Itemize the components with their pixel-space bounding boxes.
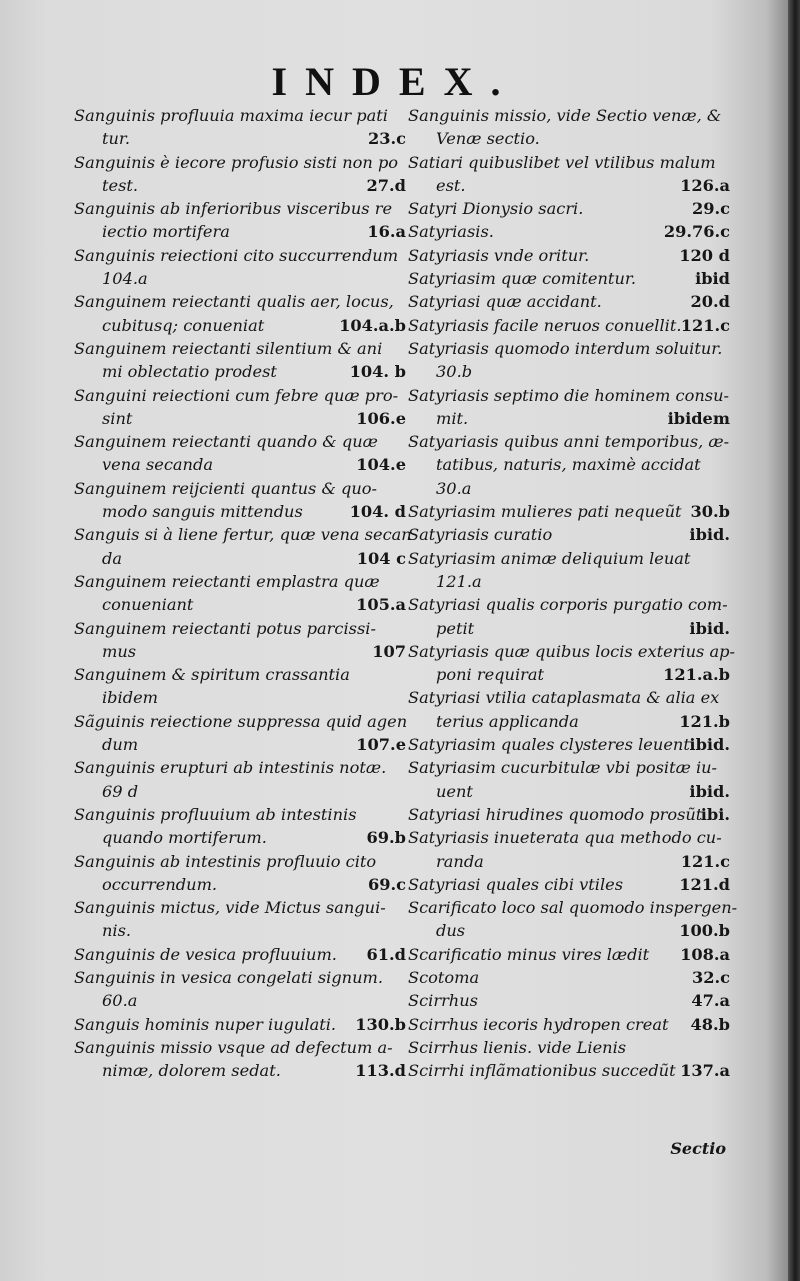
index-entry: [408, 267, 730, 290]
entry-line: [408, 337, 730, 360]
entry-text: mit.: [436, 408, 469, 428]
page-reference: 20.d: [690, 292, 730, 312]
entry-text: nimæ, dolorem sedat.: [102, 1061, 281, 1081]
entry-text: Sanguinem & spiritum crassantia: [74, 665, 350, 685]
page-edge: [788, 0, 800, 1281]
page-reference: 106.e: [356, 408, 406, 428]
entry-text: Sanguinis in vesica congelati signum.: [74, 967, 384, 987]
entry-line: [408, 197, 730, 220]
entry-text: Satyriasis facile neruos conuellit.: [408, 315, 682, 335]
entry-text: vena secanda: [102, 455, 213, 475]
entry-text: modo sanguis mittendus: [102, 502, 303, 522]
entry-line: [74, 780, 406, 803]
entry-text: 121.a: [436, 571, 482, 591]
index-entry: [74, 523, 412, 570]
entry-text: Scirrhi inflãmationibus succedũt: [408, 1061, 676, 1081]
index-entry: [74, 384, 406, 431]
entry-line: [408, 826, 730, 849]
page-reference: 29.c: [691, 199, 730, 219]
entry-line: [408, 780, 730, 803]
entry-line: [74, 943, 406, 966]
index-entry: [408, 873, 730, 896]
page-reference: 30.b: [690, 502, 730, 522]
entry-line: [408, 127, 730, 150]
catchword: Sectio: [670, 1139, 726, 1158]
entry-text: Satyriasis inueterata qua methodo cu-: [408, 828, 722, 848]
page-reference: 104.a.b: [339, 315, 406, 335]
entry-text: Sanguinem reiectanti quando & quæ: [74, 432, 378, 452]
entry-line: [74, 151, 406, 174]
entry-text: Scirrhus lienis. vide Lienis: [408, 1037, 627, 1057]
page-reference: 113.d: [355, 1061, 406, 1081]
page-reference: 108.a: [680, 944, 730, 964]
entry-line: [74, 267, 406, 290]
index-entry: [74, 896, 406, 943]
index-entry: [408, 1013, 730, 1036]
page-reference: 105.a: [356, 595, 406, 615]
entry-line: [408, 500, 730, 523]
entry-line: [74, 174, 406, 197]
entry-text: Sãguinis reiectione suppressa quid agen: [74, 711, 408, 731]
index-entry: [408, 104, 730, 151]
index-entry: [408, 337, 730, 384]
entry-text: nis.: [102, 921, 132, 941]
entry-text: Scotoma: [408, 967, 480, 987]
entry-line: [74, 337, 406, 360]
index-entry: [74, 710, 406, 757]
entry-line: [408, 733, 730, 756]
index-entry: [408, 756, 730, 803]
entry-text: mi oblectatio prodest: [102, 362, 277, 382]
entry-text: est.: [436, 175, 466, 195]
entry-text: Sanguinem reiectanti potus parcissi-: [74, 618, 376, 638]
entry-text: 104.a: [102, 269, 148, 289]
entry-line: [74, 803, 406, 826]
entry-line: [74, 360, 406, 383]
entry-text: dum: [102, 735, 139, 755]
entry-line: [408, 547, 730, 570]
entry-line: [408, 220, 730, 243]
page-reference: ibidem: [667, 408, 730, 428]
entry-line: [74, 919, 406, 942]
index-column-left: [74, 104, 412, 1082]
index-entry: [74, 430, 406, 477]
entry-line: [74, 570, 406, 593]
entry-text: Scarificatio minus vires lædit: [408, 944, 650, 964]
index-entry: [408, 290, 730, 313]
entry-text: Scarificato loco sal quomodo inspergen-: [408, 898, 738, 918]
entry-line: [74, 104, 406, 127]
entry-text: Satyriasim animæ deliquium leuat: [408, 548, 691, 568]
index-entry: [74, 244, 406, 291]
page-reference: 69.b: [366, 828, 406, 848]
entry-text: Scirrhus iecoris hydropen creat: [408, 1014, 669, 1034]
page-reference: 104 c: [356, 548, 406, 568]
page-reference: 16.a: [367, 222, 406, 242]
entry-text: da: [102, 548, 123, 568]
entry-line: [74, 850, 406, 873]
entry-text: randa: [436, 851, 484, 871]
index-entry: [408, 593, 730, 640]
entry-text: Venæ sectio.: [436, 129, 540, 149]
page-reference: 29.76.c: [663, 222, 730, 242]
entry-line: [74, 896, 406, 919]
index-entry: [408, 686, 730, 733]
index-entry: [74, 966, 406, 1013]
entry-text: cubitusq; conueniat: [102, 315, 265, 335]
page-title: INDEX.: [271, 59, 519, 104]
index-entry: [408, 244, 730, 267]
entry-line: [408, 710, 730, 733]
page-reference: 121.c: [680, 315, 730, 335]
page-reference: 130.b: [355, 1014, 406, 1034]
entry-text: quando mortiferum.: [102, 828, 267, 848]
page-reference: 121.a.b: [663, 665, 730, 685]
page-reference: ibid: [695, 269, 730, 289]
index-entry: [408, 826, 730, 873]
entry-text: Sanguinis è iecore profusio sisti non po: [74, 152, 399, 172]
entry-text: Satyriasi quæ accidant.: [408, 292, 602, 312]
entry-text: Satyriasis quæ quibus locis exterius ap-: [408, 641, 735, 661]
entry-text: Satyriasis quomodo interdum soluitur.: [408, 338, 723, 358]
entry-text: Satyriasis vnde oritur.: [408, 245, 590, 265]
index-entry: [408, 314, 730, 337]
entry-line: [74, 756, 406, 779]
page-reference: 104.e: [356, 455, 406, 475]
index-entry: [74, 290, 406, 337]
page-reference: 120 d: [679, 245, 730, 265]
entry-text: mus: [102, 641, 137, 661]
entry-line: [408, 360, 730, 383]
index-entry: [408, 966, 730, 989]
entry-text: tatibus, naturis, maximè accidat: [436, 455, 701, 475]
entry-line: [408, 873, 730, 896]
entry-line: [408, 756, 730, 779]
index-entry: [408, 989, 730, 1012]
entry-line: [408, 104, 730, 127]
entry-line: [74, 384, 406, 407]
entry-line: [408, 1059, 730, 1082]
entry-line: [408, 244, 730, 267]
index-entry: [74, 663, 406, 710]
page-reference: 121.c: [680, 851, 730, 871]
entry-text: Sanguinem reijcienti quantus & quo-: [74, 478, 378, 498]
entry-text: 30.a: [436, 478, 472, 498]
entry-line: [408, 453, 730, 476]
entry-line: [74, 290, 406, 313]
entry-text: poni requirat: [436, 665, 545, 685]
entry-text: Sanguinis ab intestinis profluuio cito: [74, 851, 377, 871]
entry-line: [74, 873, 406, 896]
index-entry: [408, 640, 735, 687]
index-entry: [74, 337, 406, 384]
index-entry: [74, 477, 406, 524]
entry-text: Satyriasim quæ comitentur.: [408, 269, 636, 289]
entry-text: Satyriasim quales clysteres leuent: [408, 735, 690, 755]
entry-text: Sanguinem reiectanti silentium & ani: [74, 338, 383, 358]
entry-text: Satyriasi qualis corporis purgatio com-: [408, 595, 728, 615]
entry-text: Satyri Dionysio sacri.: [408, 199, 584, 219]
entry-line: [408, 966, 730, 989]
entry-line: [408, 384, 730, 407]
entry-line: [408, 174, 730, 197]
page-reference: 126.a: [680, 175, 730, 195]
page-reference: 47.a: [691, 991, 730, 1011]
page-reference: ibid.: [689, 735, 730, 755]
entry-line: [408, 407, 730, 430]
page-reference: ibid.: [689, 618, 730, 638]
entry-line: [74, 453, 406, 476]
index-entry: [408, 733, 730, 756]
entry-text: Sanguinis mictus, vide Mictus sangui-: [74, 898, 386, 918]
page-reference: 104. b: [349, 362, 406, 382]
entry-line: [408, 803, 730, 826]
entry-line: [74, 407, 406, 430]
index-entry: [74, 850, 406, 897]
entry-text: Scirrhus: [408, 991, 478, 1011]
index-entry: [74, 943, 406, 966]
entry-text: Sanguinem reiectanti qualis aer, locus,: [74, 292, 394, 312]
entry-text: Sanguinis ab inferioribus visceribus re: [74, 199, 393, 219]
entry-line: [408, 663, 730, 686]
entry-line: [408, 640, 735, 663]
index-entry: [408, 384, 730, 431]
page-reference: 61.d: [366, 944, 406, 964]
entry-line: [408, 267, 730, 290]
entry-line: [74, 127, 406, 150]
entry-line: [74, 663, 406, 686]
entry-text: Sanguinis missio vsque ad defectum a-: [74, 1037, 393, 1057]
index-entry: [408, 1059, 730, 1082]
entry-text: test.: [102, 175, 139, 195]
entry-line: [74, 220, 406, 243]
entry-text: Satyriasis septimo die hominem consu-: [408, 385, 729, 405]
index-entry: [408, 523, 730, 546]
entry-line: [408, 593, 730, 616]
index-entry: [408, 430, 730, 500]
entry-line: [74, 989, 406, 1012]
index-column-right: [408, 104, 738, 1082]
page-reference: ibi.: [700, 804, 730, 824]
index-entry: [408, 803, 730, 826]
entry-line: [408, 850, 730, 873]
entry-text: sint: [102, 408, 133, 428]
entry-line: [74, 477, 406, 500]
entry-text: Satyriasi quales cibi vtiles: [408, 874, 624, 894]
page-reference: 32.c: [691, 967, 730, 987]
entry-text: Satiari quibuslibet vel vtilibus malum: [408, 152, 716, 172]
entry-line: [408, 617, 730, 640]
entry-line: [74, 593, 406, 616]
entry-text: Sanguinis reiectioni cito succurrendum: [74, 245, 399, 265]
entry-text: Sanguinis missio, vide Sectio venæ, &: [408, 106, 722, 125]
page-reference: 48.b: [690, 1014, 730, 1034]
entry-text: Satyriasim mulieres pati nequeũt: [408, 502, 682, 522]
entry-line: [408, 1013, 730, 1036]
entry-text: Sanguinis profluuium ab intestinis: [74, 804, 357, 824]
entry-line: [408, 314, 730, 337]
entry-text: Satyriasi vtilia cataplasmata & alia ex: [408, 688, 720, 708]
entry-line: [74, 733, 406, 756]
entry-line: [408, 686, 730, 709]
page-reference: 107: [372, 641, 406, 661]
index-entry: [408, 197, 730, 220]
entry-text: Satyriasis.: [408, 222, 494, 242]
entry-line: [408, 477, 730, 500]
entry-line: [408, 570, 730, 593]
index-entry: [74, 1013, 406, 1036]
entry-text: Sanguinis de vesica profluuium.: [74, 944, 337, 964]
entry-line: [74, 617, 406, 640]
entry-text: terius applicanda: [436, 711, 579, 731]
entry-line: [74, 1036, 406, 1059]
entry-text: 69 d: [102, 781, 139, 801]
entry-line: [74, 826, 406, 849]
entry-text: occurrendum.: [102, 874, 218, 894]
index-entry: [408, 1036, 730, 1059]
index-entry: [74, 1036, 406, 1083]
page-reference: 121.d: [679, 874, 730, 894]
entry-line: [74, 966, 406, 989]
entry-text: ibidem: [102, 688, 159, 708]
entry-line: [408, 523, 730, 546]
entry-line: [74, 710, 406, 733]
page-reference: ibid.: [689, 781, 730, 801]
index-entry: [408, 896, 738, 943]
page-reference: 104. d: [349, 502, 406, 522]
entry-text: Satyariasis quibus anni temporibus, æ-: [408, 432, 730, 452]
entry-line: [74, 197, 406, 220]
page-reference: 23.c: [367, 129, 406, 149]
entry-text: 30.b: [436, 362, 473, 382]
entry-text: Sanguis si à liene fertur, quæ vena secan: [74, 525, 412, 545]
entry-text: dus: [436, 921, 466, 941]
index-entry: [74, 756, 406, 803]
index-entry: [408, 220, 730, 243]
entry-line: [408, 989, 730, 1012]
page-reference: 121.b: [679, 711, 730, 731]
entry-line: [408, 896, 738, 919]
entry-line: [74, 640, 406, 663]
entry-line: [408, 430, 730, 453]
entry-line: [408, 943, 730, 966]
entry-line: [408, 1036, 730, 1059]
index-entry: [408, 943, 730, 966]
page-reference: 107.e: [356, 735, 406, 755]
entry-text: Satyriasis curatio: [408, 525, 553, 545]
entry-line: [74, 1059, 406, 1082]
entry-line: [408, 919, 730, 942]
entry-line: [74, 547, 406, 570]
entry-line: [74, 244, 406, 267]
entry-line: [74, 430, 406, 453]
entry-line: [74, 1013, 406, 1036]
entry-line: [74, 686, 406, 709]
page-reference: ibid.: [689, 525, 730, 545]
entry-text: petit: [436, 618, 475, 638]
entry-line: [408, 151, 730, 174]
index-entry: [408, 500, 730, 523]
entry-text: iectio mortifera: [102, 222, 230, 242]
entry-text: Sanguis hominis nuper iugulati.: [74, 1014, 337, 1034]
index-entry: [74, 197, 406, 244]
entry-text: Sanguinem reiectanti emplastra quæ: [74, 571, 380, 591]
index-entry: [408, 547, 730, 594]
entry-line: [74, 523, 412, 546]
index-entry: [74, 570, 406, 617]
index-entry: [408, 151, 730, 198]
entry-text: Satyriasim cucurbitulæ vbi positæ iu-: [408, 758, 718, 778]
index-entry: [74, 617, 406, 664]
page-reference: 69.c: [367, 874, 406, 894]
index-entry: [74, 151, 406, 198]
entry-text: Sanguinis profluuia maxima iecur pati: [74, 106, 388, 125]
entry-text: Sanguinis erupturi ab intestinis notæ.: [74, 758, 387, 778]
entry-text: conueniant: [102, 595, 194, 615]
entry-text: Satyriasi hirudines quomodo prosũt: [408, 804, 703, 824]
index-entry: [74, 104, 406, 151]
index-entry: [74, 803, 406, 850]
entry-text: Sanguini reiectioni cum febre quæ pro-: [74, 385, 399, 405]
page-reference: 137.a: [680, 1061, 730, 1081]
page-reference: 100.b: [679, 921, 730, 941]
entry-text: uent: [436, 781, 473, 801]
entry-line: [74, 314, 406, 337]
entry-line: [74, 500, 406, 523]
entry-line: [408, 290, 730, 313]
page-reference: 27.d: [366, 175, 406, 195]
entry-text: tur.: [102, 129, 131, 149]
entry-text: 60.a: [102, 991, 138, 1011]
